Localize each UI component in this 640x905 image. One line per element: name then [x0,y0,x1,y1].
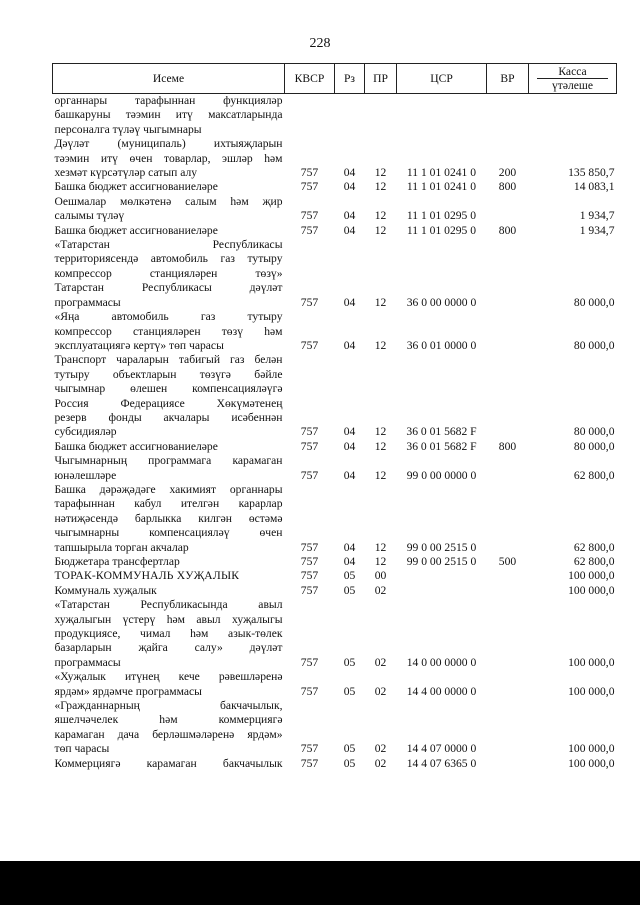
row-csr: 14 4 00 0000 0 [406,684,477,698]
page-number: 228 [309,36,331,51]
row-kvsr: 757 [300,684,319,698]
row-name-line: Чыгымнарның программага карамаган [54,454,283,468]
row-rz: 04 [343,338,356,352]
row-pr: 02 [374,684,387,698]
row-amount: 100 000,0 [568,684,615,698]
row-name-line: Башка бюджет ассигнованиеләре [54,439,218,453]
row-name-line: тутыру объектларын төзүгә бәйле [54,367,283,381]
row-csr [397,569,487,583]
row-amount: 100 000,0 [568,583,615,597]
row-vr [487,584,529,598]
row-name-line: төп чарасы [54,742,110,756]
row-name-line: компрессор станцияләрен төзү һәм [54,324,283,338]
row-vr: 200 [498,166,517,180]
col-header-kvsr: КВСР [285,64,335,94]
row-kvsr: 757 [300,540,319,554]
row-csr: 11 1 01 0241 0 [406,180,477,194]
row-pr: 12 [374,180,387,194]
row-csr: 99 0 00 2515 0 [406,540,477,554]
row-pr: 02 [374,655,387,669]
row-rz: 04 [343,468,356,482]
table-row [53,699,617,757]
row-name-line: Башка бюджет ассигнованиеләре [54,223,218,237]
row-kvsr [285,94,335,138]
row-amount: 100 000,0 [568,655,615,669]
table-row [53,440,617,454]
row-pr: 02 [374,742,387,756]
row-vr [487,310,529,353]
row-amount: 100 000,0 [568,742,615,756]
row-name-line: «Хуҗалык итүнең кече рәвешләренә [54,670,283,684]
row-pr [365,94,397,138]
col-header-kassa-line2: үтәлеше [537,78,608,92]
row-name [53,195,285,224]
row-csr: 36 0 01 5682 F [406,425,477,439]
row-name-line: эксплуатациягә кертү» төп чарасы [54,338,224,352]
table-row [53,180,617,194]
row-amount: 62 800,0 [573,540,615,554]
row-name-line: Коммуналь хуҗалык [54,583,157,597]
row-name-line: «Яңа автомобиль газ тутыру [54,310,283,324]
row-vr [487,238,529,310]
row-vr [487,195,529,224]
row-name-line: ярдәм» ярдәмче программасы [54,684,202,698]
row-amount: 1 934,7 [579,209,615,223]
row-vr: 500 [498,555,517,568]
row-kvsr: 757 [300,166,319,180]
row-kvsr: 757 [300,425,319,439]
table-row [53,670,617,699]
row-name [53,94,285,138]
row-name [53,137,285,180]
row-csr: 14 0 00 0000 0 [406,655,477,669]
row-kvsr: 757 [300,742,319,756]
row-name-line: юнәлешләре [54,468,117,482]
row-kvsr: 757 [300,555,319,568]
table-row [53,569,617,583]
row-kvsr: 757 [300,209,319,223]
table-row [53,310,617,353]
row-csr: 11 1 01 0241 0 [406,166,477,180]
row-amount: 1 934,7 [579,223,615,237]
row-pr: 12 [374,468,387,482]
row-kvsr: 757 [300,338,319,352]
row-rz: 04 [343,295,356,309]
row-kvsr: 757 [300,655,319,669]
row-name [53,555,285,569]
table-row [53,555,617,569]
row-rz: 04 [343,425,356,439]
row-name-line: резерв фонды акчалары исәбеннән [54,410,283,424]
row-name-line: территориясендә автомобиль газ тутыру [54,252,283,266]
row-rz: 05 [343,684,356,698]
row-csr: 11 1 01 0295 0 [406,209,477,223]
row-pr: 12 [374,166,387,180]
row-pr: 02 [374,583,387,597]
row-amount: 14 083,1 [573,180,615,194]
row-pr: 12 [374,439,387,453]
row-amount: 62 800,0 [573,555,615,568]
row-vr [487,94,529,138]
row-amount: 62 800,0 [573,468,615,482]
row-kvsr: 757 [300,569,319,583]
row-pr: 12 [374,425,387,439]
table-row [53,94,617,138]
row-csr: 36 0 00 0000 0 [406,295,477,309]
row-name-line: персоналга түләү чыгымнары [54,122,202,136]
row-csr: 11 1 01 0295 0 [406,223,477,237]
row-csr: 14 4 07 0000 0 [406,742,477,756]
row-pr: 12 [374,223,387,237]
row-name-line: тапшырыла торган акчалар [54,540,189,554]
row-name [53,180,285,194]
row-name-line: тарафыннан кабул ителгән карарлар [54,497,283,511]
row-name-line: Дәүләт (муниципаль) ихтыяҗларын [54,137,283,151]
row-csr: 99 0 00 0000 0 [406,468,477,482]
row-name-line: Татарстан Республикасы дәүләт [54,281,283,295]
row-name-line: Башка бюджет ассигнованиеләре [54,180,218,194]
row-csr: 36 0 01 5682 F [406,439,477,453]
row-name [53,757,285,771]
row-amount: 100 000,0 [568,569,615,583]
row-name [53,310,285,353]
row-name-line: «Гражданнарның бакчачылык, [54,699,283,713]
row-name [53,454,285,483]
row-name [53,440,285,454]
row-vr [487,699,529,757]
row-pr: 00 [374,569,387,583]
row-name-line: базарларын җайга салу» дәүләт [54,641,283,655]
row-name [53,569,285,583]
row-name-line: продукциясе, чимал һәм азык-төлек [54,627,283,641]
col-header-name: Исеме [53,64,285,94]
row-name [53,224,285,238]
col-header-vr: ВР [487,64,529,94]
row-vr [487,483,529,555]
row-amount: 80 000,0 [573,338,615,352]
row-rz: 05 [343,756,356,770]
row-name-line: «Татарстан Республикасы [54,238,283,252]
table-row [53,584,617,598]
row-kvsr: 757 [300,756,319,770]
row-vr [487,670,529,699]
row-name-line: Башка дәрәҗәдәге хакимият органнары [54,482,283,496]
row-kvsr: 757 [300,223,319,237]
row-name-line: яшелчәчелек һәм коммерциягә [54,713,283,727]
table-row [53,238,617,310]
scan-bottom-edge [0,861,640,905]
budget-table [52,63,617,771]
row-vr: 800 [498,439,517,453]
row-rz: 04 [343,209,356,223]
row-rz: 05 [343,742,356,756]
row-amount: 80 000,0 [573,425,615,439]
row-name [53,699,285,757]
row-name-line: программасы [54,655,121,669]
row-vr [487,454,529,483]
row-rz: 04 [343,555,356,568]
row-kvsr: 757 [300,583,319,597]
row-pr: 02 [374,756,387,770]
row-name-line: чыгымнарны компенсацияләү өчен [54,526,283,540]
table-body [53,94,617,772]
row-name-line: башкаруны тәэмин итү максатларында [54,108,283,122]
row-vr: 800 [498,223,517,237]
row-name-line: Россия Федерациясе Хөкүмәтенең [54,396,283,410]
row-csr [397,94,487,138]
col-header-pr: ПР [365,64,397,94]
row-rz: 04 [343,439,356,453]
row-rz: 05 [343,569,356,583]
row-name-line: салымы түләү [54,209,125,223]
row-csr: 99 0 00 2515 0 [406,555,477,568]
row-name-line: нәтиҗәсендә барлыкка килгән өстәмә [54,511,283,525]
col-header-kassa [529,64,617,94]
row-name [53,353,285,439]
row-name [53,598,285,670]
row-name-line: Бюджетара трансфертлар [54,555,180,568]
row-name-line: программасы [54,295,121,309]
row-name-line: Коммерциягә карамаган бакчачылык [54,756,283,770]
row-pr: 12 [374,555,387,568]
row-name-line: компрессор станцияләрен төзү» [54,266,283,280]
row-pr: 12 [374,295,387,309]
row-csr: 36 0 01 0000 0 [406,338,477,352]
row-amount: 80 000,0 [573,295,615,309]
row-amount: 80 000,0 [573,439,615,453]
col-header-rz: Рз [335,64,365,94]
table-row [53,224,617,238]
row-kvsr: 757 [300,468,319,482]
row-name [53,670,285,699]
row-vr: 800 [498,180,517,194]
row-rz: 05 [343,583,356,597]
row-rz: 05 [343,655,356,669]
row-name [53,584,285,598]
row-rz [335,94,365,138]
row-rz: 04 [343,166,356,180]
row-name-line: органнары тарафыннан функцияләр [54,94,283,107]
row-pr: 12 [374,338,387,352]
row-name [53,238,285,310]
row-amount: 135 850,7 [568,166,615,180]
row-rz: 04 [343,540,356,554]
row-csr [397,584,487,598]
row-pr: 12 [374,540,387,554]
row-name-line: Транспорт чараларын табигый газ белән [54,353,283,367]
row-name-line: ТОРАК-КОММУНАЛЬ ХУҖАЛЫК [54,569,240,583]
table-row [53,598,617,670]
table-row [53,353,617,439]
row-rz: 04 [343,180,356,194]
row-kvsr: 757 [300,180,319,194]
row-name-line: субсидияләр [54,425,117,439]
row-name-line: «Татарстан Республикасында авыл [54,598,283,612]
table-row [53,454,617,483]
row-amount [529,94,617,138]
col-header-kassa-line1: Касса [558,65,587,78]
row-rz: 04 [343,223,356,237]
row-name-line: хезмәт күрсәтүләр сатып алу [54,166,198,180]
row-csr: 14 4 07 6365 0 [406,756,477,770]
row-name-line: тәэмин итү өчен товарлар, эшләр һәм [54,151,283,165]
table-row [53,137,617,180]
row-vr [487,757,529,771]
row-vr [487,353,529,439]
row-name-line: карамаган дача берләшмәләренә ярдәм» [54,727,283,741]
table-row [53,195,617,224]
row-kvsr: 757 [300,439,319,453]
table-row [53,483,617,555]
row-kvsr: 757 [300,295,319,309]
row-name-line: чыгымнар өлешен компенсацияләүгә [54,382,283,396]
table-row [53,757,617,771]
row-name-line: Оешмалар мөлкәтенә салым һәм җир [54,194,283,208]
row-name [53,483,285,555]
row-vr [487,598,529,670]
table-header-row [53,64,617,94]
row-vr [487,569,529,583]
row-name-line: хуҗалыгын үстерү һәм авыл хуҗалыгы [54,612,283,626]
col-header-csr: ЦСР [397,64,487,94]
row-pr: 12 [374,209,387,223]
row-amount: 100 000,0 [568,756,615,770]
